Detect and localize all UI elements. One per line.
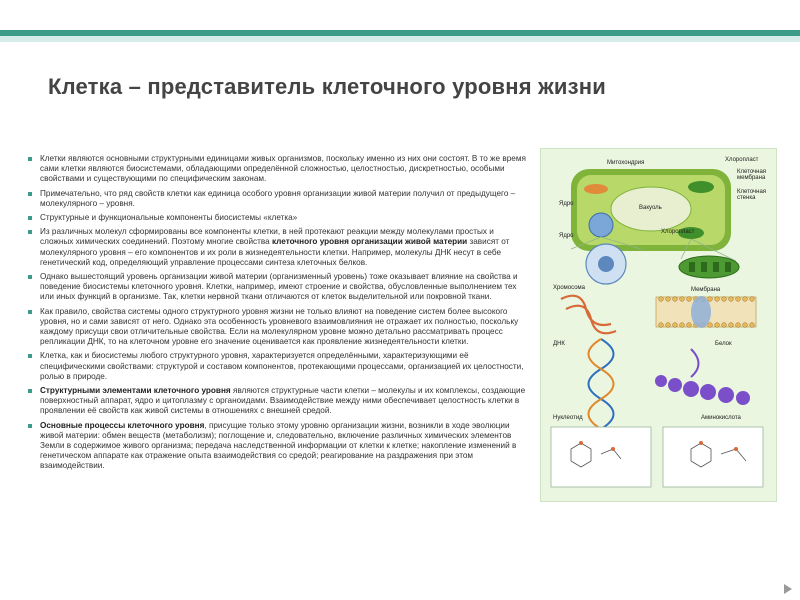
accent-stripe-light (0, 36, 800, 42)
cell-levels-illustration (540, 148, 777, 502)
nucleolus (598, 256, 614, 272)
paragraph-text: Из различных молекул сформированы все компоненты клетки, в ней протекают реакции между молекулами простых и сложных химических соединений. Поэтому многие свойства (40, 227, 494, 247)
body-paragraph (28, 386, 528, 417)
slide-top-band (0, 0, 800, 40)
body-paragraph (28, 189, 528, 209)
label-amino-acid: Аминокислота (701, 415, 741, 421)
illustration-svg (541, 149, 776, 501)
membrane-bilayer (656, 296, 756, 328)
label-nucleus-a: Ядро (559, 201, 574, 207)
slide-body (28, 154, 528, 476)
label-cell-membrane: Клеточная мембрана (737, 169, 767, 181)
paragraph-text: Клетки являются основными структурными единицами живых организмов, поскольку именно из них они состоят. В то же время сами клетки являются биосистемами, обладающими определённой сложностью, целостностью, дискретностью, особыми свойствами и существующими по специфическим законам. (40, 154, 526, 184)
paragraph-text: Клетка, как и биосистемы любого структурного уровня, характеризуется определёнными, характеризующими её специфическими свойствами: структурой и составом компонентов, протекающими процессами, организацией их целостности, ролью в природе. (40, 351, 524, 381)
body-paragraph (28, 227, 528, 268)
chloroplast-shape-1 (688, 181, 714, 193)
chromosome-shape (561, 296, 616, 334)
emphasized-text: Структурными элементами клеточного уровня (40, 386, 231, 396)
label-chromosome: Хромосома (553, 285, 586, 291)
label-chloroplast-top: Хлоропласт (725, 157, 759, 163)
amino-acid-card (663, 427, 763, 487)
paragraph-text: являются структурные части клетки – молекулы и их комплексы, создающие поверхностный аппарат, ядро и цитоплазму с органоидами. Взаимодействие между ними обеспечивает целостность клетки в проявлении её свойств как живой системы в отношениях с внешней средой. (40, 386, 526, 416)
label-nucleotide: Нуклеотид (553, 415, 583, 421)
label-vacuole: Вакуоль (639, 205, 662, 211)
body-paragraph (28, 213, 528, 223)
label-chloroplast-mid: Хлоропласт (661, 229, 695, 235)
nucleotide-card (551, 427, 651, 487)
protein-link (691, 349, 699, 377)
mitochondria-shape (584, 184, 608, 194)
body-paragraph (28, 272, 528, 303)
label-cell-wall: Клеточная стенка (737, 189, 767, 201)
paragraph-text: Структурные и функциональные компоненты биосистемы «клетка» (40, 213, 298, 223)
label-mitochondria: Митохондрия (607, 160, 645, 166)
paragraph-text: зависят от молекулярного уровня – его компонентов и их роли в жизнедеятельности клетки. Например, молекулы ДНК несут в себе генетический код, определяющий управление процессами синтеза клеточных белков. (40, 237, 510, 267)
paragraph-text: , присущие только этому уровню организации жизни, возникли в ходе эволюции живой материи: обмен веществ (метаболизм); поглощение и, следовательно, включение различных химических элементов Земли в содержимое живого организма; передача наследственной информации от клетки к клетке; накопление изменений в генетическом аппарате как отражение опыта взаимодействия со средой; реагирование на раздражения при этом взаимодействии. (40, 420, 517, 471)
slide-title: Клетка – представитель клеточного уровня жизни (48, 74, 606, 99)
label-protein: Белок (715, 341, 732, 347)
protein-chain (655, 375, 750, 405)
paragraph-text: Как правило, свойства системы одного структурного уровня жизни не только влияют на поведение систем более высокого уровня, но и сами зависят от него. Однако эта особенность уровневого взаимовлияния не отражает их полностью, поскольку каждому присущи свои отличительные свойства. Если на молекулярном уровне можно детально рассматривать процесс репликации ДНК, то на клеточном уровне его значение оценивается как проявление жизнедеятельности клетки. (40, 306, 519, 347)
label-membrane: Мембрана (691, 287, 721, 293)
body-paragraph (28, 351, 528, 382)
label-nucleus-b: Ядро (559, 233, 574, 239)
next-slide-arrow-icon[interactable] (784, 584, 792, 594)
body-paragraph (28, 307, 528, 348)
body-paragraph (28, 154, 528, 185)
paragraph-text: Примечательно, что ряд свойств клетки как единица особого уровня организации живой материи получил от предыдущего – молекулярного – уровня. (40, 188, 516, 208)
nucleus-shape (589, 213, 613, 237)
emphasized-text: Основные процессы клеточного уровня (40, 420, 205, 430)
paragraph-text: Однако вышестоящий уровень организации живой материи (организменный уровень) тоже оказывает влияние на свойства и поведение биосистемы клеточного уровня. Клетки, например, имеют строение и свойства, обусловленные выполнением тех или иных функций в организме. Так, клетки нервной ткани отличаются от клеток выделительной или покровной ткани. (40, 272, 518, 302)
label-dna: ДНК (553, 341, 565, 347)
emphasized-text: клеточного уровня организации живой материи (271, 237, 468, 247)
body-paragraph (28, 421, 528, 472)
